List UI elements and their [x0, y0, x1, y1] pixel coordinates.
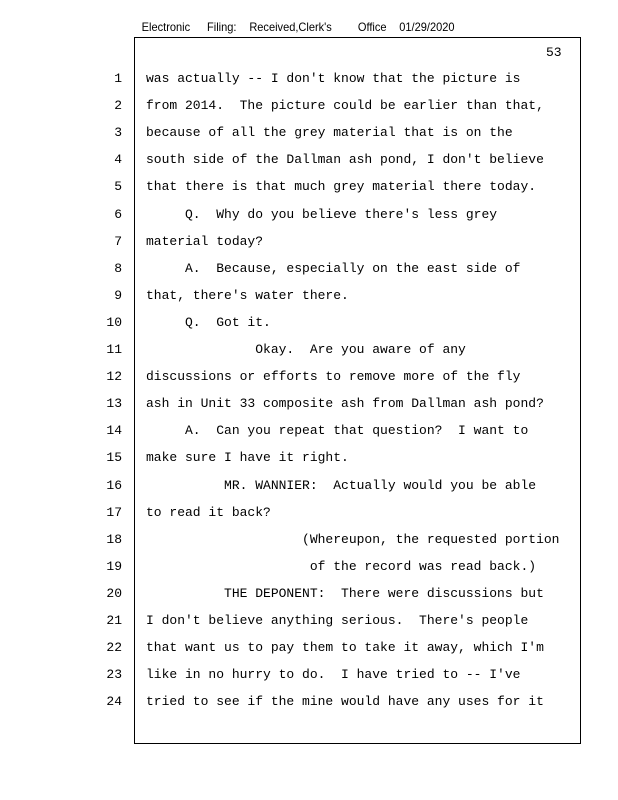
line-number: 17 — [106, 504, 122, 520]
line-text: A. Can you repeat that question? I want to — [146, 423, 529, 439]
line-text: because of all the grey material that is on the — [146, 125, 513, 141]
line-number: 13 — [106, 396, 122, 412]
line-text: make sure I have it right. — [146, 450, 349, 466]
line-number: 20 — [106, 585, 122, 601]
line-text: that want us to pay them to take it away, which I'm — [146, 640, 544, 656]
line-number: 6 — [114, 206, 122, 222]
line-number: 22 — [106, 640, 122, 656]
line-number: 8 — [114, 260, 122, 276]
line-text: from 2014. The picture could be earlier than that, — [146, 98, 544, 114]
line-number: 19 — [106, 558, 122, 574]
line-text: MR. WANNIER: Actually would you be able — [146, 477, 537, 493]
line-text: Okay. Are you aware of any — [146, 342, 466, 357]
transcript-line — [0, 123, 618, 143]
header-office: Office — [357, 20, 387, 34]
line-number: 2 — [114, 98, 122, 114]
line-text: material today? — [146, 233, 264, 249]
transcript-line — [0, 232, 618, 252]
transcript-line — [0, 205, 618, 225]
line-number: 15 — [106, 450, 122, 466]
transcript-line — [0, 503, 618, 523]
transcript-line — [0, 150, 618, 170]
line-text: Q. Got it. — [146, 314, 271, 330]
transcript-line — [0, 557, 618, 577]
transcript-line — [0, 611, 618, 631]
line-text: A. Because, especially on the east side of — [146, 260, 521, 276]
transcript-line — [0, 638, 618, 658]
line-text: like in no hurry to do. I have tried to -- I've — [146, 667, 521, 683]
line-number: 10 — [106, 314, 122, 330]
line-text: discussions or efforts to remove more of the fly — [146, 369, 521, 385]
line-number: 11 — [106, 342, 122, 357]
header-date: 01/29/2020 — [399, 20, 455, 34]
header-filing: Filing: — [207, 20, 237, 34]
filing-header — [0, 20, 569, 36]
line-number: 14 — [106, 423, 122, 439]
line-text: I don't believe anything serious. There's people — [146, 613, 529, 628]
line-text: of the record was read back.) — [146, 558, 537, 574]
transcript-line — [0, 448, 618, 468]
transcript-line — [0, 476, 618, 496]
line-number: 3 — [114, 125, 122, 141]
transcript-line — [0, 69, 618, 89]
transcript-line — [0, 340, 618, 360]
transcript-line — [0, 259, 618, 279]
line-number: 16 — [106, 477, 122, 493]
transcript-line — [0, 665, 618, 685]
line-number: 12 — [106, 369, 122, 385]
line-text: tried to see if the mine would have any uses for it — [146, 694, 544, 710]
line-number: 18 — [106, 531, 122, 547]
transcript-line — [0, 313, 618, 333]
transcript-line — [0, 421, 618, 441]
line-number: 7 — [114, 233, 122, 249]
line-number: 9 — [114, 287, 122, 303]
header-received-clerks: Received,Clerk's — [249, 20, 332, 34]
transcript-line — [0, 692, 618, 712]
line-text: south side of the Dallman ash pond, I don't believe — [146, 152, 544, 168]
line-text: that there is that much grey material there today. — [146, 179, 537, 195]
header-electronic: Electronic — [141, 20, 191, 34]
line-number: 23 — [106, 667, 122, 683]
transcript-line — [0, 367, 618, 387]
line-text: (Whereupon, the requested portion — [146, 531, 560, 547]
transcript-line — [0, 394, 618, 414]
line-number: 21 — [106, 613, 122, 628]
transcript-line — [0, 177, 618, 197]
line-text: THE DEPONENT: There were discussions but — [146, 585, 544, 601]
line-text: to read it back? — [146, 504, 271, 520]
line-text: was actually -- I don't know that the picture is — [146, 71, 521, 86]
line-number: 5 — [114, 179, 122, 195]
line-number: 4 — [114, 152, 122, 168]
line-number: 24 — [106, 694, 122, 710]
line-text: ash in Unit 33 composite ash from Dallman ash pond? — [146, 396, 544, 412]
line-number: 1 — [114, 71, 122, 86]
line-text: that, there's water there. — [146, 287, 349, 303]
transcript-line — [0, 96, 618, 116]
transcript-line — [0, 286, 618, 306]
line-text: Q. Why do you believe there's less grey — [146, 206, 498, 222]
page-number: 53 — [546, 45, 562, 60]
transcript-line — [0, 584, 618, 604]
transcript-line — [0, 530, 618, 550]
